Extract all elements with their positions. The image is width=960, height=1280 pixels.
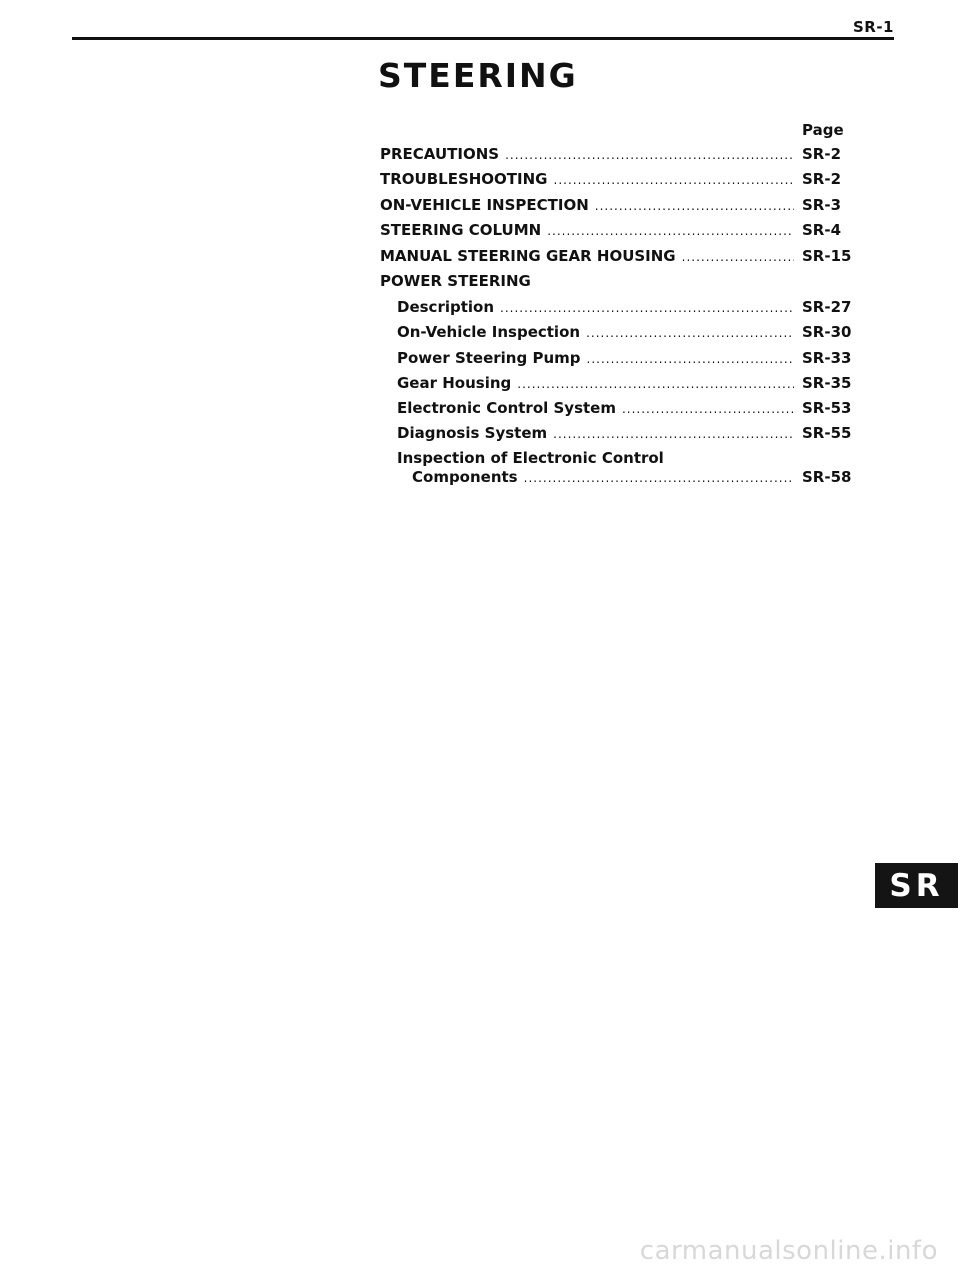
toc-entry-page: SR-35 (802, 374, 852, 392)
dot-leader (554, 170, 795, 190)
dot-leader (547, 221, 794, 241)
page-column-label: Page (802, 121, 844, 139)
toc-entry-page: SR-2 (802, 170, 842, 188)
toc-entry-page: SR-27 (802, 298, 852, 316)
toc-section-power-steering (380, 271, 856, 295)
toc-entry-page: SR-30 (802, 323, 852, 341)
toc-entry-label: Description (397, 298, 495, 316)
toc-entry-troubleshooting[interactable] (380, 169, 856, 193)
dot-leader (622, 399, 794, 419)
watermark: carmanualsonline.info (639, 1236, 938, 1266)
toc-entry-steering-column[interactable] (380, 220, 856, 244)
toc-entry-on-vehicle-inspection[interactable] (380, 195, 856, 219)
toc-entry-page: SR-15 (802, 247, 852, 265)
toc-entry-label: TROUBLESHOOTING (380, 170, 548, 188)
toc-entry-page: SR-58 (802, 468, 852, 486)
toc-entry-label: Gear Housing (397, 374, 512, 392)
toc-entry-label: Power Steering Pump (397, 349, 581, 367)
toc-entry-electronic-control-system[interactable] (397, 398, 856, 422)
toc-entry-diagnosis-system[interactable] (397, 423, 856, 447)
toc-entry-manual-steering-gear-housing[interactable] (380, 246, 856, 270)
dot-leader (500, 298, 794, 318)
toc-entry-label: ON-VEHICLE INSPECTION (380, 196, 589, 214)
dot-leader (553, 424, 794, 444)
toc-entry-on-vehicle-inspection-ps[interactable] (397, 322, 856, 346)
dot-leader (595, 196, 794, 216)
toc-entry-label: MANUAL STEERING GEAR HOUSING (380, 247, 676, 265)
toc-entry-components[interactable] (412, 467, 856, 491)
toc-entry-label: Electronic Control System (397, 399, 616, 417)
dot-leader (517, 374, 794, 394)
toc-entry-page: SR-53 (802, 399, 852, 417)
toc-entry-page: SR-3 (802, 196, 842, 214)
toc-entry-label: PRECAUTIONS (380, 145, 500, 163)
section-tab-sr[interactable]: SR (875, 863, 958, 908)
dot-leader (524, 468, 794, 488)
toc-entry-gear-housing[interactable] (397, 373, 856, 397)
toc-entry-power-steering-pump[interactable] (397, 348, 856, 372)
toc-entry-page: SR-2 (802, 145, 842, 163)
header-rule (72, 37, 894, 40)
dot-leader (682, 247, 794, 267)
dot-leader (587, 349, 795, 369)
toc-entry-page: SR-4 (802, 221, 842, 239)
toc-entry-precautions[interactable] (380, 144, 856, 168)
toc-entry-description[interactable] (397, 297, 856, 321)
toc-entry-label: On-Vehicle Inspection (397, 323, 581, 341)
dot-leader (505, 145, 794, 165)
toc-entry-label: Inspection of Electronic Control (397, 449, 664, 467)
toc-entry-page: SR-33 (802, 349, 852, 367)
page-number: SR-1 (852, 18, 894, 36)
toc-section-label: POWER STEERING (380, 272, 531, 290)
toc-entry-page: SR-55 (802, 424, 852, 442)
toc-entry-label: STEERING COLUMN (380, 221, 542, 239)
toc-entry-label: Diagnosis System (397, 424, 548, 442)
toc-entry-label: Components (412, 468, 518, 486)
dot-leader (586, 323, 794, 343)
page-title: STEERING (378, 56, 578, 95)
